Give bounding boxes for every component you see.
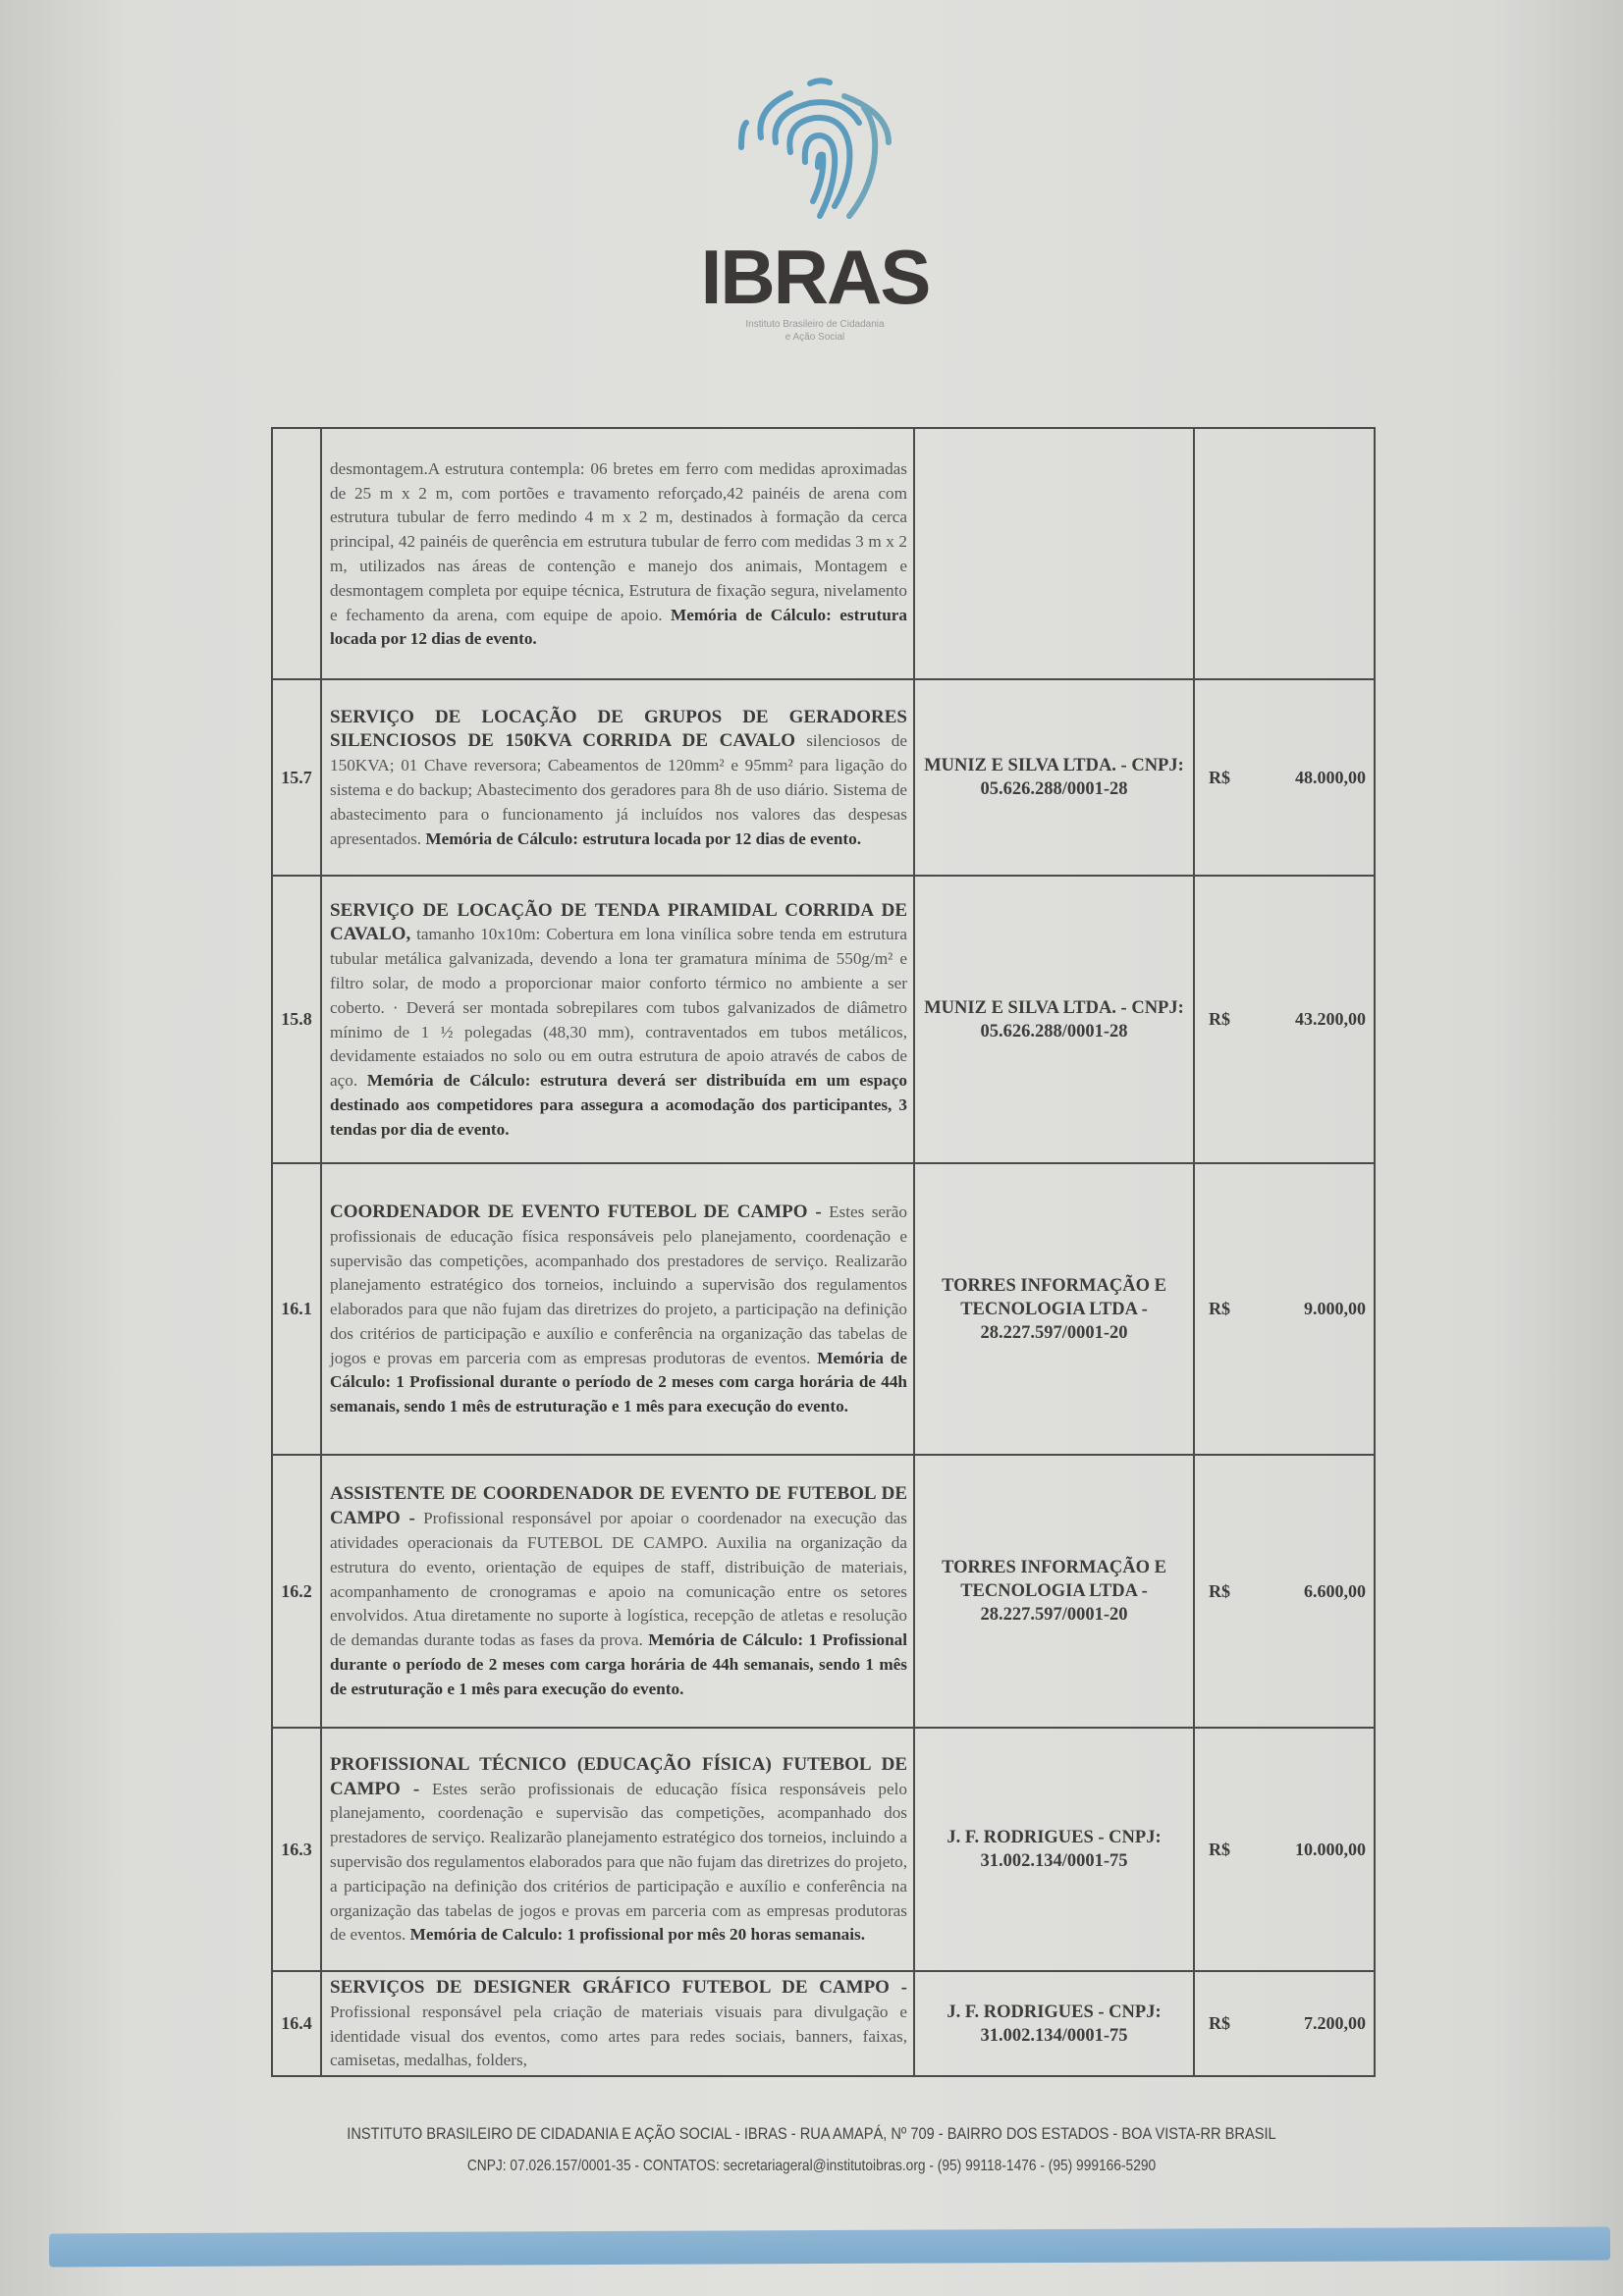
item-description [321, 1971, 914, 2076]
description-title: PROFISSIONAL TÉCNICO (EDUCAÇÃO FÍSICA) FUTEBOL DE CAMPO - [330, 1753, 907, 1799]
supplier [914, 428, 1194, 679]
description-title: COORDENADOR DE EVENTO FUTEBOL DE CAMPO - [330, 1201, 822, 1222]
supplier: TORRES INFORMAÇÃO E TECNOLOGIA LTDA - 28.227.597/0001-20 [914, 1163, 1194, 1455]
calculation-memo: Memória de Cálculo: estrutura locada por 12 dias de evento. [425, 828, 862, 848]
currency: R$ [1194, 1728, 1244, 1971]
description-title: SERVIÇO DE LOCAÇÃO DE TENDA PIRAMIDAL CORRIDA DE CAVALO, [330, 899, 907, 945]
description-body: silenciosos de 150KVA; 01 Chave reversora; Cabeamentos de 120mm² e 95mm² para ligação do sistema e do backup; Abastecimento dos geradores para 8h de uso diário. Sistema de abastecimento para o funcionamento já incluídos nos valores das despesas apresentados. [330, 731, 908, 848]
item-description [321, 428, 914, 679]
currency [1194, 428, 1244, 679]
supplier: J. F. RODRIGUES - CNPJ: 31.002.134/0001-75 [914, 1728, 1194, 1971]
calculation-memo: Memória de Cálculo: estrutura locada por 12 dias de evento. [330, 605, 908, 649]
item-number: 15.7 [272, 679, 321, 876]
calculation-memo: Memória de Cálculo: 1 Profissional durante o período de 2 meses com carga horária de 44h semanais, sendo 1 mês de estruturação e 1 mês para execução do evento. [330, 1348, 907, 1416]
table-row [272, 1971, 1375, 2076]
item-description [321, 1455, 914, 1728]
value: 43.200,00 [1244, 876, 1375, 1163]
description-title: ASSISTENTE DE COORDENADOR DE EVENTO DE FUTEBOL DE CAMPO - [330, 1483, 907, 1529]
footer-address: INSTITUTO BRASILEIRO DE CIDADANIA E AÇÃO SOCIAL - IBRAS - RUA AMAPÁ, Nº 709 - BAIRRO DOS ESTADOS - BOA VISTA-RR BRASIL [347, 2124, 1276, 2143]
item-description [321, 1163, 914, 1455]
value: 48.000,00 [1244, 679, 1375, 876]
supplier: MUNIZ E SILVA LTDA. - CNPJ: 05.626.288/0001-28 [914, 876, 1194, 1163]
item-number: 16.2 [272, 1455, 321, 1728]
currency: R$ [1194, 1455, 1244, 1728]
table-row [272, 428, 1375, 679]
value: 10.000,00 [1244, 1728, 1375, 1971]
description-body: Estes serão profissionais de educação física responsáveis pelo planejamento, coordenação e supervisão das competições, acompanhado dos prestadores de serviço. Realizarão planejamento estratégico dos torneios, incluindo a supervisão dos regulamentos elaborados para que não fujam das diretrizes do projeto, a participação na definição dos critérios de participação e auxílio e conferência na organização das tabelas de jogos e provas em parceria com as empresas produtoras de eventos. [330, 1201, 907, 1367]
value: 7.200,00 [1244, 1971, 1375, 2076]
item-number [272, 428, 321, 679]
table-row [272, 1455, 1375, 1728]
currency: R$ [1194, 1971, 1244, 2076]
budget-table [271, 427, 1376, 2077]
description-title: SERVIÇOS DE DESIGNER GRÁFICO FUTEBOL DE CAMPO - [330, 1976, 907, 1998]
description-body: Profissional responsável pela criação de materiais visuais para divulgação e identidade visual dos eventos, como artes para redes sociais, banners, faixas, camisetas, medalhas, folders, [330, 2002, 907, 2070]
item-number: 16.4 [272, 1971, 321, 2076]
table-row [272, 679, 1375, 876]
description-title: SERVIÇO DE LOCAÇÃO DE GRUPOS DE GERADORES SILENCIOSOS DE 150KVA CORRIDA DE CAVALO [330, 706, 907, 752]
item-description [321, 679, 914, 876]
item-description [321, 876, 914, 1163]
supplier: J. F. RODRIGUES - CNPJ: 31.002.134/0001-75 [914, 1971, 1194, 2076]
footer-contacts: CNPJ: 07.026.157/0001-35 - CONTATOS: secretariageral@institutoibras.org - (95) 99118-1476 - (95) 999166-5290 [466, 2158, 1157, 2174]
supplier: TORRES INFORMAÇÃO E TECNOLOGIA LTDA - 28.227.597/0001-20 [914, 1455, 1194, 1728]
supplier: MUNIZ E SILVA LTDA. - CNPJ: 05.626.288/0001-28 [914, 679, 1194, 876]
value: 6.600,00 [1244, 1455, 1375, 1728]
currency: R$ [1194, 876, 1244, 1163]
ibras-logo [687, 69, 943, 344]
fingerprint-map-icon [717, 69, 913, 236]
calculation-memo: Memória de Calculo: 1 profissional por mês 20 horas semanais. [409, 1925, 866, 1945]
item-description [321, 1728, 914, 1971]
footer-accent-bar [49, 2227, 1610, 2268]
item-number: 16.1 [272, 1163, 321, 1455]
logo-wordmark: IBRAS [700, 234, 930, 320]
item-number: 16.3 [272, 1728, 321, 1971]
table-row [272, 876, 1375, 1163]
table-row [272, 1728, 1375, 1971]
table-row [272, 1163, 1375, 1455]
description-body: tamanho 10x10m: Cobertura em lona vinílica sobre tenda em estrutura tubular metálica galvanizada, devendo a lona ter gramatura mínima de 550g/m² e filtro solar, de modo a proporcionar maior conforto térmico no ambiente a ser coberto. · Deverá ser montada sobrepilares com tubos galvanizados de diâmetro mínimo de 1 ½ polegadas (48,30 mm), contraventados em tubos metálicos, devidamente estaiados no solo ou em outra estrutura de apoio através de cabos de aço. [330, 925, 907, 1091]
currency: R$ [1194, 1163, 1244, 1455]
logo-subtitle: Instituto Brasileiro de Cidadania [745, 319, 885, 330]
description-body: Estes serão profissionais de educação física responsáveis pelo planejamento, coordenação e supervisão das competições, acompanhado dos prestadores de serviço. Realizarão planejamento estratégico dos torneios, incluindo a supervisão dos regulamentos elaborados para que não fujam das diretrizes do projeto, a participação na definição dos critérios de participação e auxílio e conferência na organização das tabelas de jogos e provas em parceria com as empresas produtoras de eventos. [330, 1779, 908, 1945]
value: 9.000,00 [1244, 1163, 1375, 1455]
item-number: 15.8 [272, 876, 321, 1163]
calculation-memo: Memória de Cálculo: 1 Profissional durante o período de 2 meses com carga horária de 44h semanais, sendo 1 mês de estruturação e 1 mês para execução do evento. [330, 1630, 908, 1698]
document-body [0, 427, 1623, 2264]
value [1244, 428, 1375, 679]
calculation-memo: Memória de Cálculo: estrutura deverá ser distribuída em um espaço destinado aos competidores para assegura a acomodação dos participantes, 3 tendas por dia de evento. [330, 1071, 907, 1139]
logo-subtitle: e Ação Social [784, 332, 845, 343]
description-body: desmontagem.A estrutura contempla: 06 bretes em ferro com medidas aproximadas de 25 m x 2 m, com portões e travamento reforçado,42 painéis de arena com estrutura tubular de ferro medindo 4 m x 2 m, destinados à formação da cerca principal, 42 painéis de querência em estrutura tubular de ferro com medidas 3 m x 2 m, utilizados nas áreas de contenção e manejo dos animais, Montagem e desmontagem completa por equipe técnica, Estrutura de fixação segura, nivelamento e fechamento da arena, com equipe de apoio. [330, 458, 907, 624]
currency: R$ [1194, 679, 1244, 876]
description-body: Profissional responsável por apoiar o coordenador na execução das atividades operacionais da FUTEBOL DE CAMPO. Auxilia na organização da estrutura do evento, orientação de equipes de staff, distribuição de materiais, acompanhamento de cronogramas e apoio na comunicação entre os setores envolvidos. Atua diretamente no suporte à logística, recepção de atletas e resolução de demandas durante todas as fases da prova. [330, 1509, 907, 1650]
